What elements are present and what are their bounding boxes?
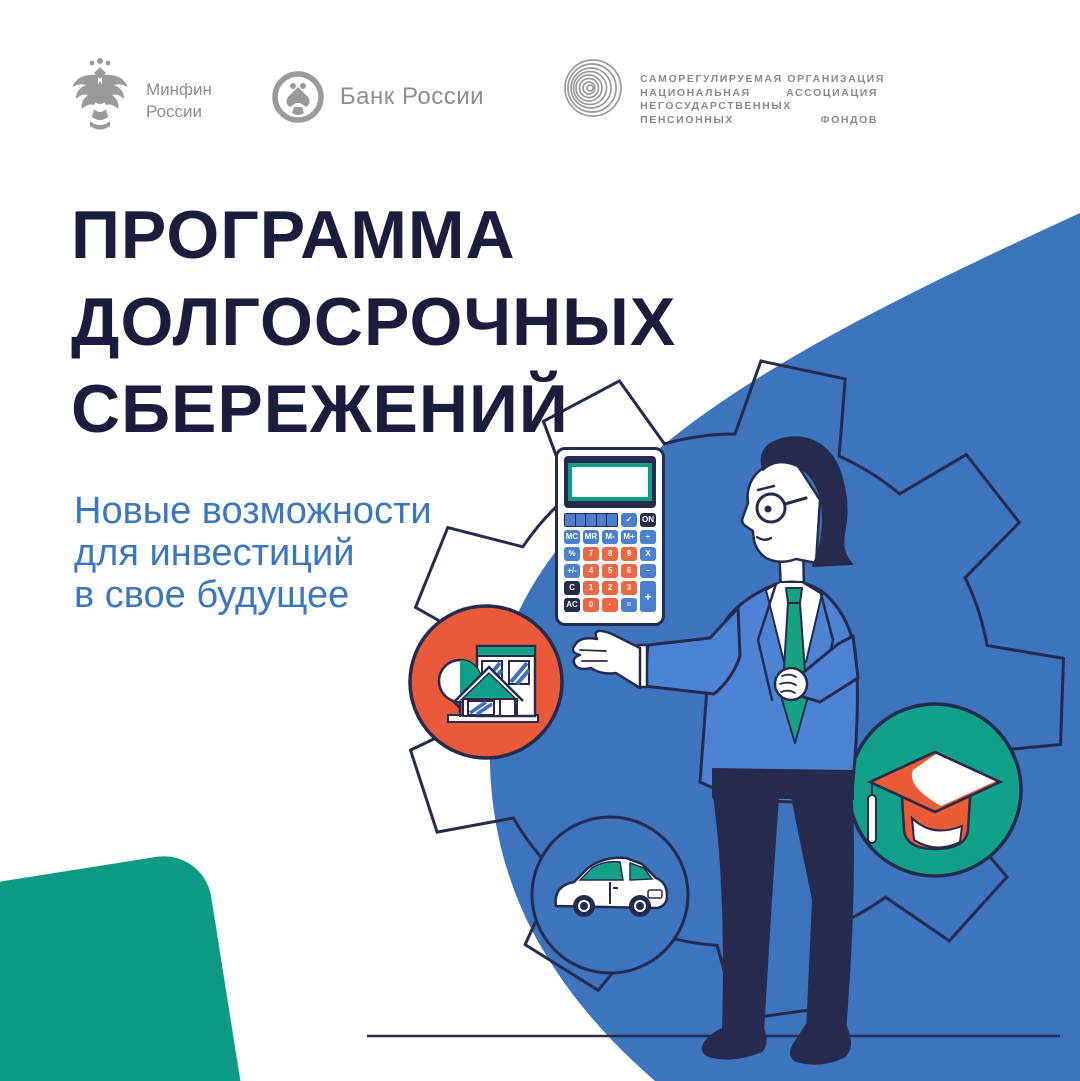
calc-button-6: 6 <box>621 564 637 578</box>
solar-panel <box>564 513 618 527</box>
calc-button-MC: MC <box>564 530 580 544</box>
calc-button-3: 3 <box>621 581 637 595</box>
calc-button-on: ON <box>640 513 656 527</box>
napf-line3: НЕГОСУДАРСТВЕННЫХ <box>640 100 792 112</box>
calc-button-AC: AC <box>564 598 580 612</box>
calc-button-%: % <box>564 547 580 561</box>
calc-button-M-: M- <box>602 530 618 544</box>
calculator-display <box>564 456 656 508</box>
subtitle-line1: Новые возможности <box>74 490 432 532</box>
calc-button-+/-: +/- <box>564 564 580 578</box>
subtitle-line3: в свое будущее <box>74 574 350 616</box>
calc-button-·: · <box>602 598 618 612</box>
header-logos <box>68 55 885 135</box>
calc-button-÷: ÷ <box>640 530 656 544</box>
calc-button-5: 5 <box>602 564 618 578</box>
teal-square-shape <box>0 849 255 1081</box>
minfin-eagle-icon <box>68 55 132 135</box>
napf-logo-text <box>640 73 885 127</box>
calc-button-check: ✓ <box>621 513 637 527</box>
minfin-logo-text <box>146 79 212 123</box>
title-line2: ДОЛГОСРОЧНЫХ <box>71 284 677 360</box>
house-icon <box>410 606 562 758</box>
calc-button-=: = <box>621 598 637 612</box>
page-subtitle <box>74 490 432 616</box>
calc-button-X: X <box>640 547 656 561</box>
napf-spiral-icon <box>562 57 624 119</box>
calc-button-1: 1 <box>583 581 599 595</box>
calc-button-0: 0 <box>583 598 599 612</box>
calc-button-−: − <box>640 564 656 578</box>
title-line3: СБЕРЕЖЕНИЙ <box>71 371 569 447</box>
minfin-line1: Минфин <box>146 80 212 99</box>
calc-button-C: C <box>564 581 580 595</box>
calc-button-8: 8 <box>602 547 618 561</box>
calc-button-2: 2 <box>602 581 618 595</box>
calc-button-4: 4 <box>583 564 599 578</box>
calc-button-+: + <box>640 581 656 612</box>
minfin-line2: России <box>146 102 203 121</box>
page-title <box>71 192 676 453</box>
calc-button-7: 7 <box>583 547 599 561</box>
calculator-icon <box>555 447 665 626</box>
title-line1: ПРОГРАММА <box>71 197 516 273</box>
calc-button-MR: MR <box>583 530 599 544</box>
calc-button-9: 9 <box>621 547 637 561</box>
calculator-buttons <box>564 513 656 612</box>
napf-line1: САМОРЕГУЛИРУЕМАЯ ОРГАНИЗАЦИЯ <box>640 73 885 85</box>
graduation-cap-icon <box>849 704 1021 876</box>
calculator-screen <box>568 463 651 501</box>
bank-of-russia-label: Банк России <box>339 83 485 110</box>
subtitle-line2: для инвестиций <box>74 532 355 574</box>
napf-line4: ПЕНСИОННЫХ ФОНДОВ <box>640 113 879 126</box>
napf-line2: НАЦИОНАЛЬНАЯ АССОЦИАЦИЯ <box>640 86 879 99</box>
calc-button-M+: M+ <box>621 530 637 544</box>
bank-of-russia-icon <box>270 69 326 125</box>
car-icon <box>532 817 688 973</box>
